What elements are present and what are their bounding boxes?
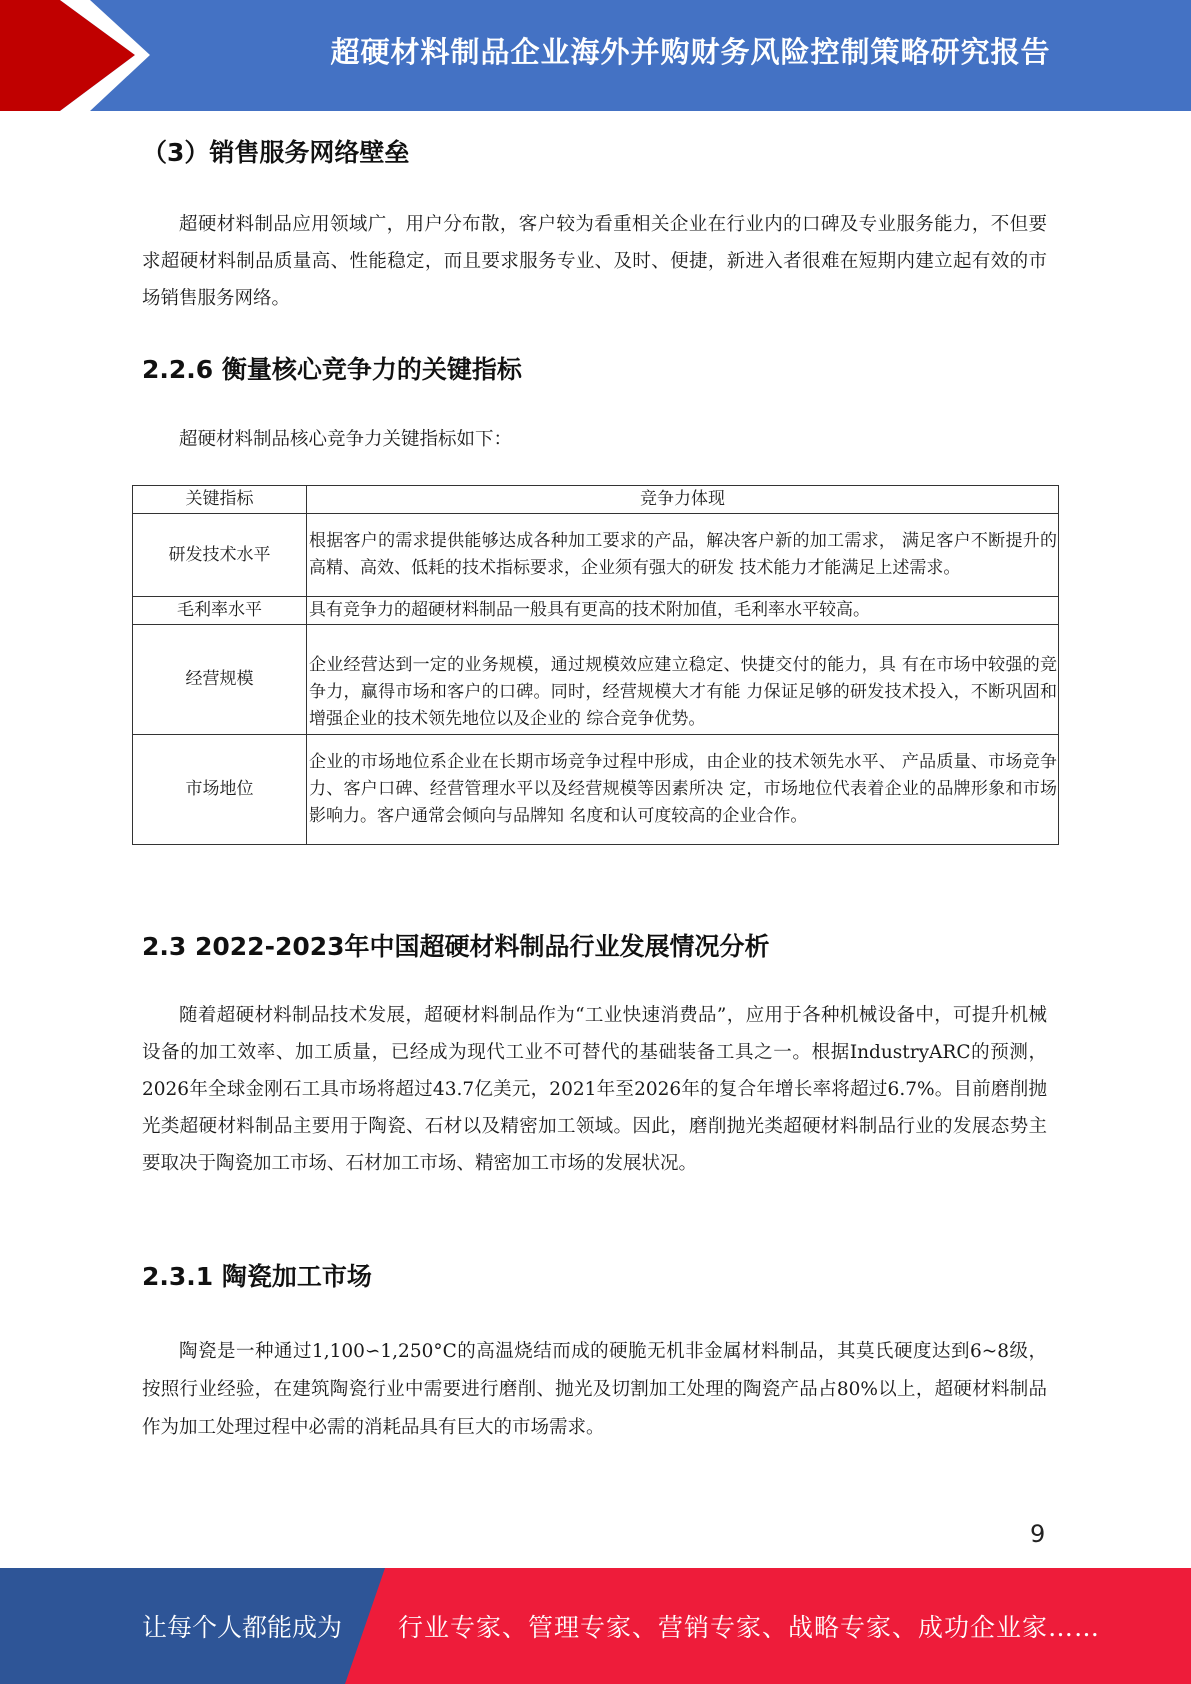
table-row (133, 625, 1059, 735)
detail-cell: 企业经营达到一定的业务规模，通过规模效应建立稳定、快捷交付的能力，具 有在市场中较强的竞争力，赢得市场和客户的口碑。同时，经营规模大才有能 力保证足够的研发技术投入，不断巩固和增强企业的技术领先地位以及企业的 综合竞争优势。 (307, 625, 1059, 735)
page-header (0, 0, 1191, 111)
indicator-cell: 市场地位 (133, 735, 307, 845)
kpi-table (132, 485, 1059, 845)
column-header: 竞争力体现 (307, 486, 1059, 514)
detail-cell: 根据客户的需求提供能够达成各种加工要求的产品，解决客户新的加工需求， 满足客户不断提升的高精、高效、低耗的技术指标要求，企业须有强大的研发 技术能力才能满足上述需求。 (307, 514, 1059, 597)
header-arrow-decoration (0, 0, 200, 111)
detail-cell: 企业的市场地位系企业在长期市场竞争过程中形成，由企业的技术领先水平、 产品质量、市场竞争力、客户口碑、经营管理水平以及经营规模等因素所决 定，市场地位代表着企业的品牌形象和市场影响力。客户通常会倾向与品牌知 名度和认可度较高的企业合作。 (307, 735, 1059, 845)
development-paragraph: 随着超硬材料制品技术发展，超硬材料制品作为“工业快速消费品”，应用于各种机械设备中，可提升机械设备的加工效率、加工质量，已经成为现代工业不可替代的基础装备工具之一。根据IndustryARC的预测，2026年全球金刚石工具市场将超过43.7亿美元，2021年至2026年的复合年增长率将超过6.7%。目前磨削抛光类超硬材料制品主要用于陶瓷、石材以及精密加工领域。因此，磨削抛光类超硬材料制品行业的发展态势主要取决于陶瓷加工市场、石材加工市场、精密加工市场的发展状况。 (142, 1005, 1047, 1174)
barrier-heading: （3）销售服务网络壁垒 (142, 138, 410, 167)
page-footer (0, 1568, 1191, 1684)
detail-cell: 具有竞争力的超硬材料制品一般具有更高的技术附加值，毛利率水平较高。 (307, 597, 1059, 625)
kpi-intro: 超硬材料制品核心竞争力关键指标如下： (179, 429, 513, 450)
ceramic-heading: 2.3.1 陶瓷加工市场 (142, 1262, 372, 1291)
page-number: 9 (1030, 1520, 1046, 1548)
indicator-cell: 经营规模 (133, 625, 307, 735)
kpi-heading: 2.2.6 衡量核心竞争力的关键指标 (142, 355, 522, 384)
footer-slogan-right: 行业专家、管理专家、营销专家、战略专家、成功企业家…… (398, 1613, 1101, 1642)
indicator-cell: 毛利率水平 (133, 597, 307, 625)
footer-slogan-left: 让每个人都能成为 (142, 1613, 343, 1642)
report-title: 超硬材料制品企业海外并购财务风险控制策略研究报告 (330, 34, 1051, 69)
indicator-cell: 研发技术水平 (133, 514, 307, 597)
table-header-row (133, 486, 1059, 514)
table-row (133, 514, 1059, 597)
table-row (133, 597, 1059, 625)
column-header: 关键指标 (133, 486, 307, 514)
barrier-paragraph: 超硬材料制品应用领域广，用户分布散，客户较为看重相关企业在行业内的口碑及专业服务能力，不但要求超硬材料制品质量高、性能稳定，而且要求服务专业、及时、便捷，新进入者很难在短期内建立起有效的市场销售服务网络。 (142, 214, 1047, 309)
ceramic-paragraph: 陶瓷是一种通过1,100∽1,250°C的高温烧结而成的硬脆无机非金属材料制品，其莫氏硬度达到6~8级，按照行业经验，在建筑陶瓷行业中需要进行磨削、抛光及切割加工处理的陶瓷产品占80%以上，超硬材料制品作为加工处理过程中必需的消耗品具有巨大的市场需求。 (142, 1341, 1047, 1438)
development-heading: 2.3 2022-2023年中国超硬材料制品行业发展情况分析 (142, 932, 770, 961)
table-row (133, 735, 1059, 845)
